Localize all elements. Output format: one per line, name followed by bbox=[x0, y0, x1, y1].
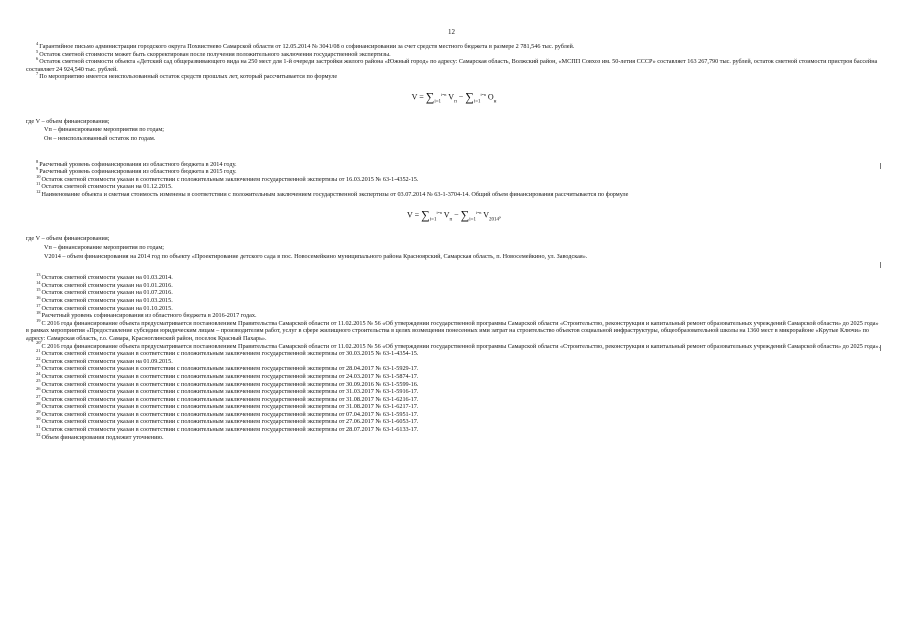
legend-text: – объем финансирования на 2014 год по объекту «Проектирование детского сада в пос. Новосемейкино муниципального района Красноярский, Самарская область, п. Новосемейкино, ул. Заводская». bbox=[62, 252, 588, 260]
footnote bbox=[26, 403, 882, 411]
footnote-number: 6 bbox=[36, 56, 39, 62]
footnote bbox=[26, 388, 882, 396]
footnote-text: Остаток сметной стоимости указан в соответствии с положительным заключением государственной экспертизы от 24.03.2017 № 63-1-5874-17. bbox=[41, 372, 419, 380]
footnote bbox=[26, 289, 882, 297]
legend-text: – финансирование мероприятия по годам; bbox=[53, 126, 165, 134]
scan-margin-mark bbox=[880, 163, 881, 169]
footnote bbox=[26, 350, 882, 358]
footnote-text: По мероприятию имеется неиспользованный остаток средств прошлых лет, который рассчитывается по формуле bbox=[39, 73, 338, 81]
footnote-text: Остаток сметной стоимости может быть скорректирован после получения положительного заключения государственной экспертизы. bbox=[39, 50, 391, 58]
footnote-number: 31 bbox=[36, 424, 41, 429]
legend-symbol: V2014 bbox=[44, 252, 61, 260]
formula-term-subscript: п bbox=[449, 216, 453, 222]
footnote-number: 15 bbox=[36, 287, 41, 293]
sigma-symbol: ∑ bbox=[460, 207, 470, 222]
footnote bbox=[26, 294, 882, 305]
formula-lhs: V = bbox=[407, 210, 420, 220]
footnote-text: Расчетный уровень софинансирования из областного бюджета в 2014 году. bbox=[39, 160, 237, 168]
footnote-text: Остаток сметной стоимости указан на 01.09.2015. bbox=[41, 357, 173, 365]
footnote bbox=[26, 40, 882, 51]
scan-margin-mark bbox=[880, 345, 881, 351]
formula-term-subscript: 2014 bbox=[488, 216, 499, 222]
footnote-number: 19 bbox=[36, 317, 41, 323]
footnote-text: Гарантийное письмо администрации городского округа Похвистнево Самарской области от 12.05.2014 № 3041/08 о софинансировании за счет средств местного бюджета в размере 2 781,546 тыс. рублей. bbox=[39, 43, 575, 50]
sum-lower-bound: i=1 bbox=[434, 99, 442, 105]
legend-intro: где V – объем финансирования; bbox=[26, 235, 110, 243]
footnote bbox=[26, 365, 882, 373]
sum-upper-bound: i=n bbox=[480, 91, 486, 97]
footnote-number: 27 bbox=[36, 393, 41, 399]
sum-upper-bound: i=n bbox=[441, 91, 447, 97]
footnote-number: 17 bbox=[36, 302, 41, 308]
footnote-number: 22 bbox=[36, 355, 41, 361]
legend-definition bbox=[26, 253, 882, 261]
footnote-number: 10 bbox=[36, 173, 41, 179]
footnote-number: 16 bbox=[36, 294, 41, 300]
footnote-number: 14 bbox=[36, 279, 41, 285]
footnote-number: 13 bbox=[36, 272, 41, 278]
footnote-text: Остаток сметной стоимости указан на 01.10.2015. bbox=[41, 304, 173, 312]
footnote bbox=[26, 317, 882, 346]
formula-term: V bbox=[483, 210, 489, 220]
page-number: 12 bbox=[448, 28, 455, 36]
formula-1-legend bbox=[26, 118, 882, 143]
footnote-text: Остаток сметной стоимости указан на 01.03.2015. bbox=[41, 296, 173, 304]
legend-text: – неиспользованный остаток по годам. bbox=[53, 135, 156, 142]
formula-term-subscript: н bbox=[493, 99, 497, 105]
footnote-text: Объем финансирования подлежит уточнению. bbox=[41, 433, 164, 441]
formula-1 bbox=[26, 91, 882, 106]
footnote-number: 21 bbox=[36, 348, 41, 354]
sum-lower-bound: i=1 bbox=[473, 99, 481, 105]
footnote-number: 26 bbox=[36, 386, 41, 392]
footnote-number: 28 bbox=[36, 401, 41, 407]
legend-text: – финансирование мероприятия по годам; bbox=[53, 244, 165, 251]
footnote bbox=[26, 274, 882, 282]
footnote-number: 8 bbox=[36, 158, 39, 164]
footnote-number: 24 bbox=[36, 370, 41, 376]
footnote-text: Остаток сметной стоимости указан на 01.12.2015. bbox=[41, 183, 173, 191]
footnote-number: 25 bbox=[36, 378, 41, 384]
footnote bbox=[26, 188, 882, 199]
legend-symbol: Oн bbox=[44, 135, 52, 142]
scan-margin-mark bbox=[880, 262, 881, 268]
footnote-number: 7 bbox=[36, 71, 39, 77]
footnote-text: Остаток сметной стоимости указан в соответствии с положительным заключением государственной экспертизы от 07.04.2017 № 63-1-5951-17. bbox=[41, 410, 419, 418]
footnote-text: Остаток сметной стоимости указан в соответствии с положительным заключением государственной экспертизы от 27.06.2017 № 63-1-6053-17. bbox=[41, 418, 419, 426]
footnote-number: 9 bbox=[36, 166, 39, 172]
footnote-number: 4 bbox=[36, 40, 39, 46]
formula-minus: − bbox=[458, 92, 464, 102]
footnote-number: 29 bbox=[36, 408, 41, 414]
footnotes-group-1 bbox=[26, 40, 882, 81]
footnote bbox=[26, 431, 882, 442]
footnote-text: Остаток сметной стоимости указан в соответствии с положительным заключением государственной экспертизы от 28.04.2017 № 63-1-5929-17. bbox=[41, 365, 419, 373]
formula-term: O bbox=[487, 92, 494, 102]
footnote-text: С 2016 года финансирование объекта предусматривается постановлением Правительства Самарской области от 11.02.2015 № 56 «Об утверждении государственной программы Самарской области «Строительство, реконструкция и капитальный ремонт образовательных учреждений Самарской области» до 2025 года» в рамках мероприятия «Предоставление субсидии юридическим лицам – производителям работ, услуг в сфере жилищного строительства в целях возмещения понесенных ими затрат на строительство объектов социальной инфраструктуры, общеобразовательной школы на 1360 мест в микрорайоне «Крутые Ключи» по адресу: Самарская область, г.о. Самара, Красноглинский район, поселок Красный Пахарь». bbox=[26, 319, 879, 342]
footnote bbox=[26, 73, 882, 81]
footnote-text: Расчетный уровень софинансирования из областного бюджета в 2015 году. bbox=[39, 168, 237, 176]
sum-lower-bound: i=1 bbox=[469, 216, 476, 222]
footnote-number: 18 bbox=[36, 310, 41, 316]
footnotes-group-3 bbox=[26, 274, 882, 441]
sigma-symbol: ∑ bbox=[465, 89, 474, 104]
legend-symbol: Vп bbox=[44, 126, 52, 134]
footnote bbox=[26, 58, 882, 73]
footnote-number: 5 bbox=[36, 48, 39, 54]
footnote-number: 12 bbox=[36, 188, 41, 194]
formula-2 bbox=[26, 209, 882, 224]
legend-definition bbox=[26, 135, 882, 143]
footnote bbox=[26, 418, 882, 426]
footnote-text: Остаток сметной стоимости указан на 01.07.2016. bbox=[41, 289, 173, 297]
footnote-number: 32 bbox=[36, 431, 41, 437]
footnote-text: С 2016 года финансирование объекта предусматривается постановлением Правительства Самарской области от 11.02.2015 № 56 «Об утверждении государственной программы Самарской области «Строительство, реконструкция и капитальный ремонт образовательных учреждений Самарской области» до 2025 года». bbox=[41, 342, 881, 350]
sigma-symbol: ∑ bbox=[421, 207, 430, 222]
footnote-text: Остаток сметной стоимости указан в соответствии с положительным заключением государственной экспертизы от 16.03.2015 № 63-1-4352-15. bbox=[41, 175, 419, 183]
footnote bbox=[26, 426, 882, 434]
legend-definition bbox=[26, 244, 882, 252]
sum-lower-bound: i=1 bbox=[429, 216, 437, 222]
formula-2-legend bbox=[26, 235, 882, 260]
footnote-text: Остаток сметной стоимости указан в соответствии с положительным заключением государственной экспертизы от 28.07.2017 № 63-1-6133-17. bbox=[41, 426, 419, 434]
footnote-text: Остаток сметной стоимости объекта «Детский сад общеразвивающего вида на 250 мест для 1-й очереди застройки жилого района «Южный город» по адресу: Самарская область, Волжский район, «МСПП Совхоз им. 50-летия СССР» составляет 163 267,790 тыс. рублей, остаток сметной стоимости пристроя бассейна составляет 24 924,540 тыс. рублей. bbox=[26, 58, 878, 73]
footnote bbox=[26, 168, 882, 176]
footnote-text: Наименование объекта и сметная стоимость изменены в соответствии с положительным заключением государственной экспертизы от 03.07.2014 № 63-1-3704-14. Общий объем финансирования рассчитывается по формуле bbox=[41, 190, 629, 198]
footnote-number: 11 bbox=[36, 181, 41, 187]
formula-minus: − bbox=[454, 210, 459, 220]
footnote-text: Остаток сметной стоимости указан в соответствии с положительным заключением государственной экспертизы от 30.09.2016 № 63-1-5599-16. bbox=[41, 380, 419, 388]
formula-term-subscript: п bbox=[454, 99, 457, 105]
legend-definition bbox=[26, 126, 882, 134]
footnote-number: 30 bbox=[36, 416, 41, 422]
footnote-text: Остаток сметной стоимости указан в соответствии с положительным заключением государственной экспертизы от 31.08.2017 № 63-1-6216-17. bbox=[41, 395, 419, 403]
formula-term: V bbox=[443, 210, 450, 220]
footnote-text: Остаток сметной стоимости указан в соответствии с положительным заключением государственной экспертизы от 31.08.2017 № 63-1-6217-17. bbox=[41, 403, 419, 411]
legend-intro: где V – объем финансирования; bbox=[26, 117, 110, 125]
footnote-text: Расчетный уровень софинансирования из областного бюджета в 2016-2017 годах. bbox=[41, 312, 257, 320]
sum-upper-bound: i=n bbox=[475, 209, 482, 215]
sum-upper-bound: i=n bbox=[436, 209, 442, 215]
legend-symbol: Vп bbox=[44, 244, 52, 251]
footnote-text: Остаток сметной стоимости указан на 01.01.2016. bbox=[41, 281, 173, 289]
formula-lhs: V = bbox=[411, 92, 424, 102]
footnote bbox=[26, 312, 882, 320]
footnote-number: 23 bbox=[36, 363, 41, 369]
formula-term: V bbox=[448, 92, 455, 102]
footnotes-body bbox=[26, 40, 882, 441]
sigma-symbol: ∑ bbox=[425, 89, 435, 104]
footnote bbox=[26, 183, 882, 191]
formula-tail: , bbox=[498, 210, 501, 220]
footnote-text: Остаток сметной стоимости указан в соответствии с положительным заключением государственной экспертизы от 30.03.2015 № 63-1-4354-15. bbox=[41, 350, 419, 358]
footnote-number: 20 bbox=[36, 340, 41, 346]
footnotes-group-2 bbox=[26, 158, 882, 199]
footnote-text: Остаток сметной стоимости указан в соответствии с положительным заключением государственной экспертизы от 31.03.2017 № 63-1-5916-17. bbox=[41, 388, 419, 396]
footnote-text: Остаток сметной стоимости указан на 01.03.2014. bbox=[41, 274, 173, 282]
